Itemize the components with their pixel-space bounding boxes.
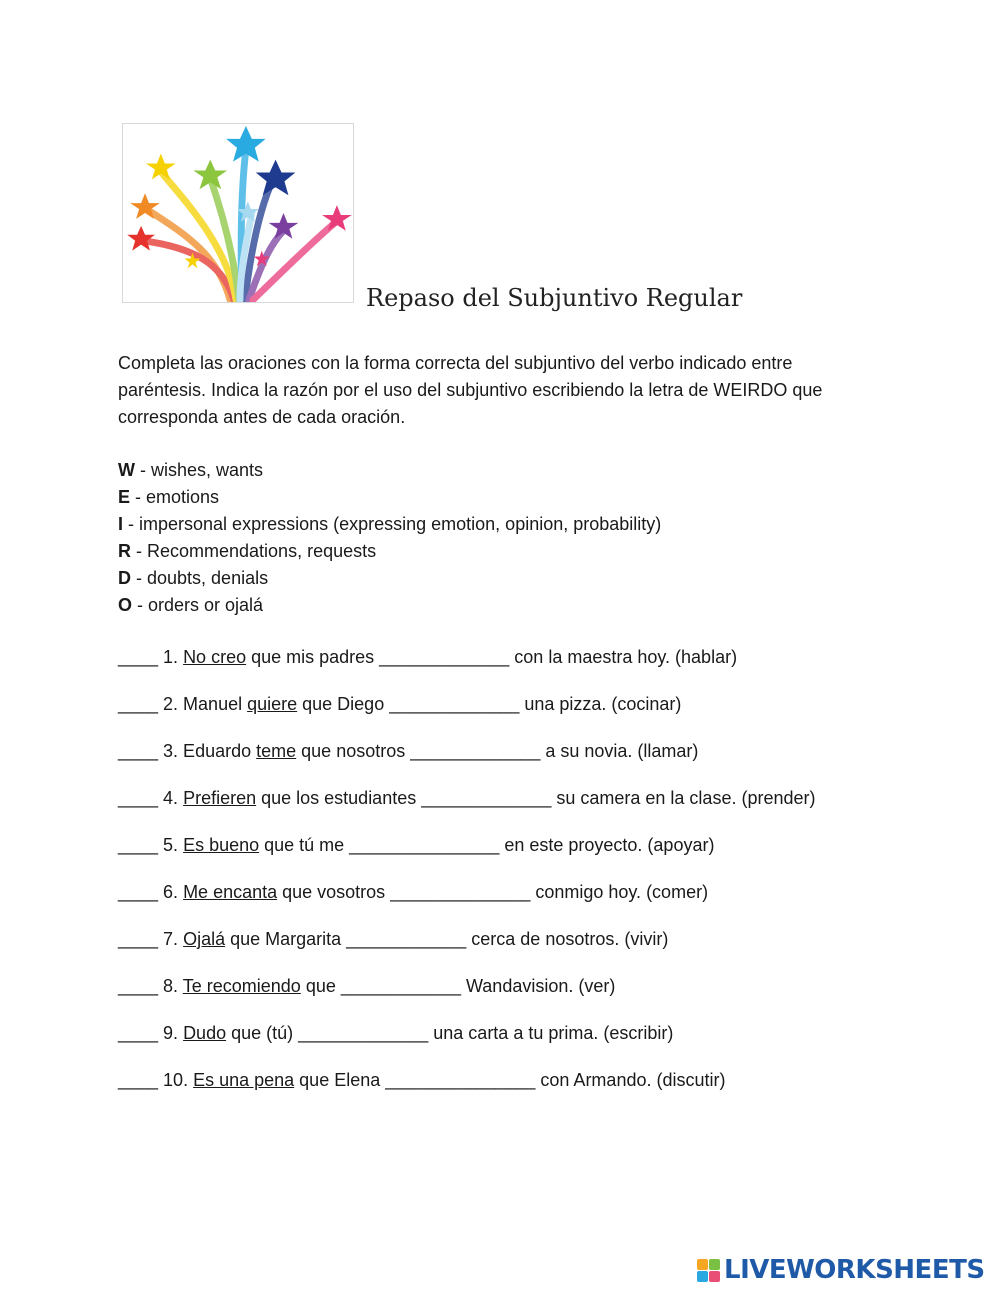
legend-item-o	[118, 592, 661, 619]
question-item[interactable]	[118, 694, 815, 741]
question-rest: que tú me _______________ en este proyecto. (apoyar)	[259, 835, 715, 855]
question-cue: Es una pena	[193, 1070, 295, 1090]
legend-key: O	[118, 595, 133, 615]
question-cue: Es bueno	[183, 835, 260, 855]
legend-item-i	[118, 511, 661, 538]
brand-name: LIVEWORKSHEETS	[724, 1255, 985, 1285]
legend-item-d	[118, 565, 661, 592]
question-cue: quiere	[247, 694, 298, 714]
question-rest: que Elena _______________ con Armando. (discutir)	[294, 1070, 726, 1090]
question-lead: ____ 5.	[118, 835, 184, 855]
question-cue: Me encanta	[183, 882, 278, 902]
question-cue: No creo	[183, 647, 247, 667]
question-lead: ____ 10.	[118, 1070, 194, 1090]
question-item[interactable]	[118, 647, 815, 694]
question-cue: Prefieren	[183, 788, 257, 808]
weirdo-legend	[118, 457, 661, 619]
question-lead: ____ 9.	[118, 1023, 184, 1043]
question-list	[118, 647, 815, 1117]
star-icon	[256, 160, 296, 196]
legend-item-w	[118, 457, 661, 484]
question-item[interactable]	[118, 1023, 815, 1070]
question-rest: que Diego _____________ una pizza. (cocinar)	[297, 694, 682, 714]
question-rest: que (tú) _____________ una carta a tu prima. (escribir)	[226, 1023, 674, 1043]
question-lead: ____ 4.	[118, 788, 184, 808]
logo-mark-icon	[697, 1259, 720, 1282]
legend-text: - orders or ojalá	[132, 595, 264, 615]
question-rest: que vosotros ______________ conmigo hoy. (comer)	[277, 882, 709, 902]
question-cue: teme	[256, 741, 297, 761]
logo-square	[709, 1271, 720, 1282]
question-item[interactable]	[118, 1070, 815, 1117]
question-rest: que Margarita ____________ cerca de nosotros. (vivir)	[225, 929, 669, 949]
question-item[interactable]	[118, 835, 815, 882]
logo-square	[697, 1259, 708, 1270]
liveworksheets-logo[interactable]	[697, 1254, 985, 1286]
legend-key: W	[118, 460, 135, 480]
question-lead: ____ 3. Eduardo	[118, 741, 257, 761]
question-cue: Te recomiendo	[182, 976, 301, 996]
question-rest: que mis padres _____________ con la maestra hoy. (hablar)	[246, 647, 738, 667]
legend-key: E	[118, 487, 131, 507]
question-rest: que los estudiantes _____________ su camera en la clase. (prender)	[256, 788, 816, 808]
question-item[interactable]	[118, 976, 815, 1023]
legend-text: - doubts, denials	[131, 568, 269, 588]
question-lead: ____ 2. Manuel	[118, 694, 248, 714]
question-item[interactable]	[118, 741, 815, 788]
legend-item-e	[118, 484, 661, 511]
legend-text: - Recommendations, requests	[131, 541, 377, 561]
legend-text: - emotions	[130, 487, 220, 507]
question-lead: ____ 7.	[118, 929, 184, 949]
question-item[interactable]	[118, 882, 815, 929]
question-item[interactable]	[118, 929, 815, 976]
question-lead: ____ 6.	[118, 882, 184, 902]
logo-square	[697, 1271, 708, 1282]
legend-text: - impersonal expressions (expressing emotion, opinion, probability)	[123, 514, 662, 534]
legend-text: - wishes, wants	[135, 460, 264, 480]
shooting-stars-illustration	[123, 124, 353, 302]
star-icon	[127, 226, 155, 251]
instructions-paragraph: Completa las oraciones con la forma correcta del subjuntivo del verbo indicado entre paréntesis. Indica la razón por el uso del subjuntivo escribiendo la letra de WEIRDO que corresponda antes de cada oración.	[118, 353, 823, 427]
legend-key: R	[118, 541, 131, 561]
question-rest: que ____________ Wandavision. (ver)	[300, 976, 616, 996]
legend-item-r	[118, 538, 661, 565]
legend-key: D	[118, 568, 131, 588]
legend-key: I	[118, 514, 124, 534]
question-cue: Ojalá	[183, 929, 226, 949]
question-lead: ____ 8.	[118, 976, 183, 996]
question-rest: que nosotros _____________ a su novia. (llamar)	[296, 741, 699, 761]
question-item[interactable]	[118, 788, 815, 835]
page-title: Repaso del Subjuntivo Regular	[366, 284, 743, 312]
shooting-stars-image	[122, 123, 354, 303]
question-lead: ____ 1.	[118, 647, 184, 667]
question-cue: Dudo	[183, 1023, 227, 1043]
logo-square	[709, 1259, 720, 1270]
